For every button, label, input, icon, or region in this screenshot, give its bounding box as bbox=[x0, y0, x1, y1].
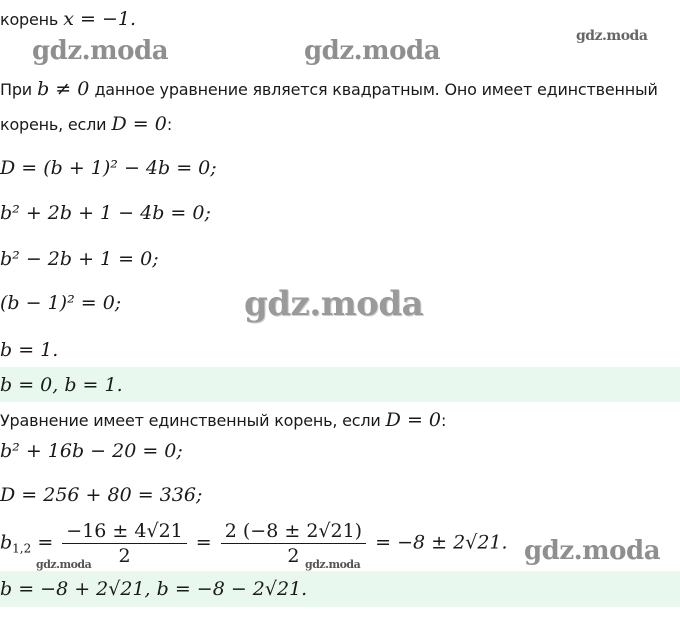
watermark-under-fraction-1: gdz.moda bbox=[36, 558, 92, 571]
roots-subscript: 1,2 bbox=[12, 541, 32, 556]
line-condition-d bbox=[0, 113, 172, 135]
math-d-eq-0-second: D = 0 bbox=[385, 409, 441, 431]
line-quadratic-case bbox=[0, 78, 658, 100]
fraction-second-denominator: 2 bbox=[287, 545, 300, 567]
equation-b-eq-1: b = 1. bbox=[0, 339, 59, 361]
equation-discriminant: D = (b + 1)² − 4b = 0; bbox=[0, 157, 217, 179]
text-equation-unique: Уравнение имеет единственный корень, если bbox=[0, 411, 381, 430]
roots-lhs: b bbox=[0, 531, 13, 554]
math-x-eq: x = −1. bbox=[63, 8, 137, 30]
equation-discriminant-value: D = 256 + 80 = 336; bbox=[0, 484, 203, 506]
watermark-center: gdz.moda bbox=[244, 284, 424, 324]
text-root: корень bbox=[0, 10, 59, 29]
equation-square: (b − 1)² = 0; bbox=[0, 292, 122, 314]
watermark-right: gdz.moda bbox=[524, 536, 661, 566]
math-d-eq-0: D = 0 bbox=[111, 113, 167, 135]
text-quadratic: данное уравнение является квадратным. Оно имеет единственный bbox=[94, 80, 658, 99]
line-root-x bbox=[0, 8, 136, 30]
text-colon: : bbox=[166, 115, 173, 134]
equation-simplify: b² − 2b + 1 = 0; bbox=[0, 248, 159, 270]
equation-second-quadratic: b² + 16b − 20 = 0; bbox=[0, 440, 183, 462]
watermark-under-fraction-2: gdz.moda bbox=[305, 558, 361, 571]
text-root-if: корень, если bbox=[0, 115, 107, 134]
equation-roots: $b_{1,2}$ = $\frac{-16 \pm 4√21}{2}$ = $\frac{2 (-8 \pm 2√21)}{2}$ = −8 ± 2√21. bbox=[0, 520, 508, 567]
text-colon-second: : bbox=[441, 411, 447, 430]
fraction-first-denominator: 2 bbox=[118, 545, 131, 567]
math-b-neq-0: b ≠ 0 bbox=[37, 78, 90, 100]
roots-result: = −8 ± 2√21. bbox=[375, 531, 508, 554]
answer-second: b = −8 + 2√21, b = −8 − 2√21. bbox=[0, 578, 308, 600]
fraction-second-numerator: 2 (−8 ± 2√21) bbox=[221, 520, 366, 544]
line-condition-second bbox=[0, 409, 446, 431]
watermark-top-center: gdz.moda bbox=[304, 36, 441, 66]
equation-expand: b² + 2b + 1 − 4b = 0; bbox=[0, 202, 211, 224]
fraction-first-numerator: −16 ± 4√21 bbox=[62, 520, 186, 544]
text-pri: При bbox=[0, 80, 32, 99]
watermark-top-right: gdz.moda bbox=[576, 28, 648, 44]
answer-first: b = 0, b = 1. bbox=[0, 374, 123, 396]
watermark-top-left: gdz.moda bbox=[32, 36, 169, 66]
